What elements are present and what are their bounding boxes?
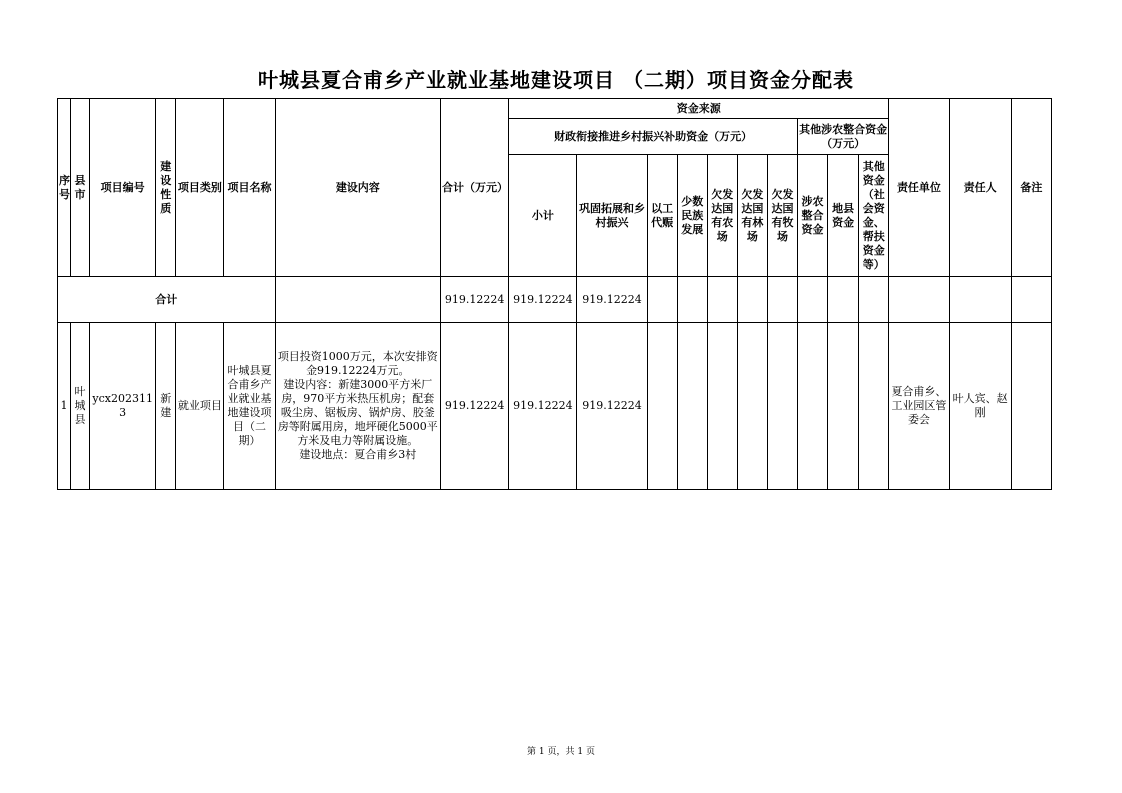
header-fund-source: 资金来源 bbox=[509, 99, 889, 119]
header-local-fund: 地县资金 bbox=[828, 155, 859, 277]
header-consolidate: 巩固拓展和乡村振兴 bbox=[577, 155, 647, 277]
total-other-fund bbox=[859, 277, 889, 323]
total-amount: 919.12224 bbox=[441, 277, 509, 323]
row-local-fund bbox=[828, 323, 859, 490]
row-farm bbox=[707, 323, 737, 490]
row-remark bbox=[1011, 323, 1051, 490]
header-agri-fund: 涉农整合资金 bbox=[798, 155, 828, 277]
total-remark bbox=[1011, 277, 1051, 323]
header-other-fund: 其他资金（社会资金、帮扶资金等） bbox=[859, 155, 889, 277]
row-minority bbox=[677, 323, 707, 490]
row-project-code: ycx2023113 bbox=[90, 323, 156, 490]
row-project-type: 就业项目 bbox=[176, 323, 224, 490]
header-seq: 序号 bbox=[58, 99, 71, 277]
header-total: 合计（万元） bbox=[441, 99, 509, 277]
header-build-content: 建设内容 bbox=[275, 99, 440, 277]
header-fiscal-group: 财政衔接推进乡村振兴补助资金（万元） bbox=[509, 119, 798, 155]
header-remark: 备注 bbox=[1011, 99, 1051, 277]
total-minority bbox=[677, 277, 707, 323]
header-subtotal: 小计 bbox=[509, 155, 577, 277]
header-project-type: 项目类别 bbox=[176, 99, 224, 277]
total-local-fund bbox=[828, 277, 859, 323]
content-line: 建设内容：新建3000平方米厂房，970平方米热压机房；配套吸尘房、锯板房、锅炉房、胶釜房等附属用房，地坪硬化5000平方米及电力等附属设施。 bbox=[277, 378, 438, 447]
total-work-relief bbox=[647, 277, 677, 323]
total-forest bbox=[737, 277, 767, 323]
total-ranch bbox=[767, 277, 797, 323]
page-footer: 第 1 页，共 1 页 bbox=[527, 747, 595, 757]
total-consolidate: 919.12224 bbox=[577, 277, 647, 323]
total-content-cell bbox=[275, 277, 440, 323]
content-line: 项目投资1000万元，本次安排资金919.12224万元。 bbox=[277, 350, 438, 377]
row-forest bbox=[737, 323, 767, 490]
row-build-content bbox=[275, 323, 440, 490]
row-project-name: 叶城县夏合甫乡产业就业基地建设项目（二期） bbox=[224, 323, 275, 490]
row-resp-person: 叶人宾、赵刚 bbox=[949, 323, 1011, 490]
row-resp-unit: 夏合甫乡、工业园区管委会 bbox=[889, 323, 949, 490]
row-work-relief bbox=[647, 323, 677, 490]
row-total: 919.12224 bbox=[441, 323, 509, 490]
header-project-name: 项目名称 bbox=[224, 99, 275, 277]
row-ranch bbox=[767, 323, 797, 490]
row-county: 叶城县 bbox=[71, 323, 90, 490]
total-label: 合计 bbox=[58, 277, 276, 323]
header-resp-person: 责任人 bbox=[949, 99, 1011, 277]
total-resp-person bbox=[949, 277, 1011, 323]
header-county: 县市 bbox=[71, 99, 90, 277]
header-project-code: 项目编号 bbox=[90, 99, 156, 277]
header-forest: 欠发达国有林场 bbox=[737, 155, 767, 277]
header-work-relief: 以工代赈 bbox=[647, 155, 677, 277]
total-subtotal: 919.12224 bbox=[509, 277, 577, 323]
table-row bbox=[58, 323, 1052, 490]
total-farm bbox=[707, 277, 737, 323]
row-seq: 1 bbox=[58, 323, 71, 490]
row-subtotal: 919.12224 bbox=[509, 323, 577, 490]
total-agri-fund bbox=[798, 277, 828, 323]
header-ranch: 欠发达国有牧场 bbox=[767, 155, 797, 277]
header-build-nature: 建设性质 bbox=[156, 99, 176, 277]
header-row-1 bbox=[58, 99, 1052, 119]
total-row bbox=[58, 277, 1052, 323]
row-agri-fund bbox=[798, 323, 828, 490]
header-farm: 欠发达国有农场 bbox=[707, 155, 737, 277]
header-minority: 少数民族发展 bbox=[677, 155, 707, 277]
page-title: 叶城县夏合甫乡产业就业基地建设项目 （二期）项目资金分配表 bbox=[258, 68, 854, 92]
row-consolidate: 919.12224 bbox=[577, 323, 647, 490]
content-line: 建设地点：夏合甫乡3村 bbox=[299, 448, 417, 461]
row-other-fund bbox=[859, 323, 889, 490]
header-other-group: 其他涉农整合资金（万元） bbox=[798, 119, 889, 155]
fund-allocation-table bbox=[57, 98, 1052, 490]
total-resp-unit bbox=[889, 277, 949, 323]
row-build-nature: 新建 bbox=[156, 323, 176, 490]
header-resp-unit: 责任单位 bbox=[889, 99, 949, 277]
